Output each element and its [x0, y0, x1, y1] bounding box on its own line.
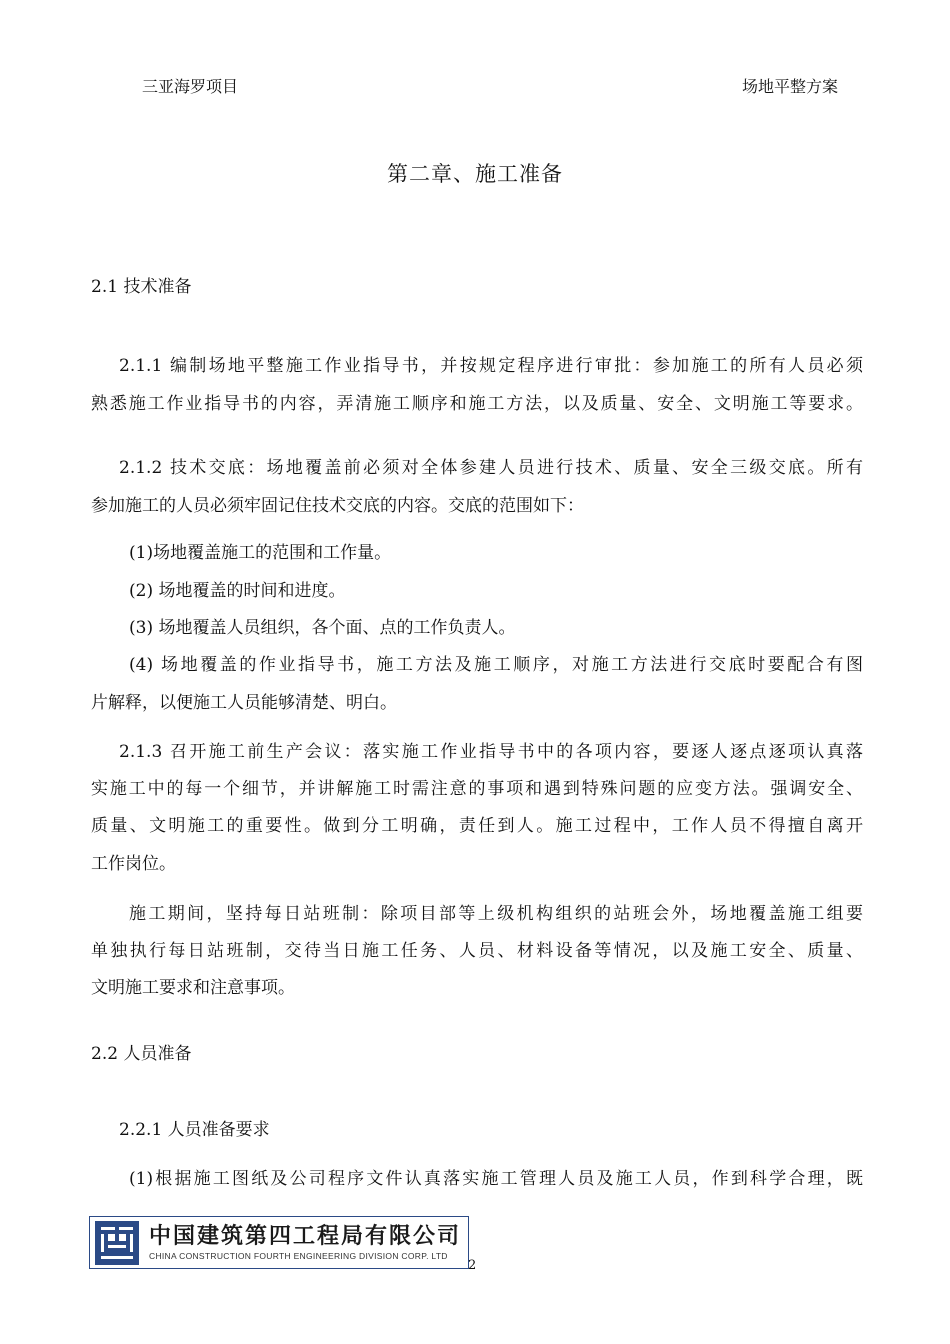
list-item-1: (1)场地覆盖施工的范围和工作量。: [129, 543, 392, 563]
paragraph-2-1-1-line-2: 熟悉施工作业指导书的内容，弄清施工顺序和施工方法，以及质量、安全、文明施工等要求。: [91, 394, 863, 414]
company-logo: [89, 1216, 469, 1269]
company-emblem-icon: [95, 1221, 139, 1265]
list-item-4-line-2: 片解释，以便施工人员能够清楚、明白。: [91, 693, 397, 713]
chapter-title: 第二章、施工准备: [387, 162, 563, 186]
paragraph-standup-line-3: 文明施工要求和注意事项。: [91, 978, 295, 998]
header-document-name: 场地平整方案: [741, 77, 838, 96]
paragraph-2-1-3-line-4: 工作岗位。: [91, 854, 176, 874]
section-heading-2-2: 2.2 人员准备: [91, 1044, 192, 1064]
paragraph-standup-line-2: 单独执行每日站班制，交待当日施工任务、人员、材料设备等情况，以及施工安全、质量、: [91, 941, 863, 961]
paragraph-2-1-3-line-3: 质量、文明施工的重要性。做到分工明确，责任到人。施工过程中，工作人员不得擅自离开: [91, 816, 863, 836]
paragraph-2-2-1-line-1: (1)根据施工图纸及公司程序文件认真落实施工管理人员及施工人员，作到科学合理，既: [129, 1169, 863, 1189]
company-name-en: CHINA CONSTRUCTION FOURTH ENGINEERING DIVISION CORP. LTD: [149, 1250, 448, 1261]
section-heading-2-1: 2.1 技术准备: [91, 277, 192, 297]
paragraph-standup-line-1: 施工期间，坚持每日站班制：除项目部等上级机构组织的站班会外，场地覆盖施工组要: [129, 904, 863, 924]
paragraph-2-1-1-line-1: 2.1.1 编制场地平整施工作业指导书，并按规定程序进行审批：参加施工的所有人员必须: [119, 356, 863, 376]
subsection-heading-2-2-1: 2.2.1 人员准备要求: [119, 1120, 270, 1140]
company-name-block: [149, 1224, 461, 1262]
paragraph-2-1-2-line-2: 参加施工的人员必须牢固记住技术交底的内容。交底的范围如下：: [91, 496, 584, 516]
list-item-4-line-1: (4) 场地覆盖的作业指导书，施工方法及施工顺序，对施工方法进行交底时要配合有图: [129, 655, 863, 675]
paragraph-2-1-2-line-1: 2.1.2 技术交底：场地覆盖前必须对全体参建人员进行技术、质量、安全三级交底。所有: [119, 458, 863, 478]
page-number: 2: [468, 1258, 477, 1273]
paragraph-2-1-3-line-2: 实施工中的每一个细节，并讲解施工时需注意的事项和遇到特殊问题的应变方法。强调安全、: [91, 779, 863, 799]
paragraph-2-1-3-line-1: 2.1.3 召开施工前生产会议：落实施工作业指导书中的各项内容，要逐人逐点逐项认真落: [119, 742, 863, 762]
list-item-3: (3) 场地覆盖人员组织，各个面、点的工作负责人。: [129, 618, 516, 638]
list-item-2: (2) 场地覆盖的时间和进度。: [129, 581, 346, 601]
header-project-name: 三亚海罗项目: [142, 77, 239, 96]
company-name-cn: 中国建筑第四工程局有限公司: [149, 1223, 462, 1249]
